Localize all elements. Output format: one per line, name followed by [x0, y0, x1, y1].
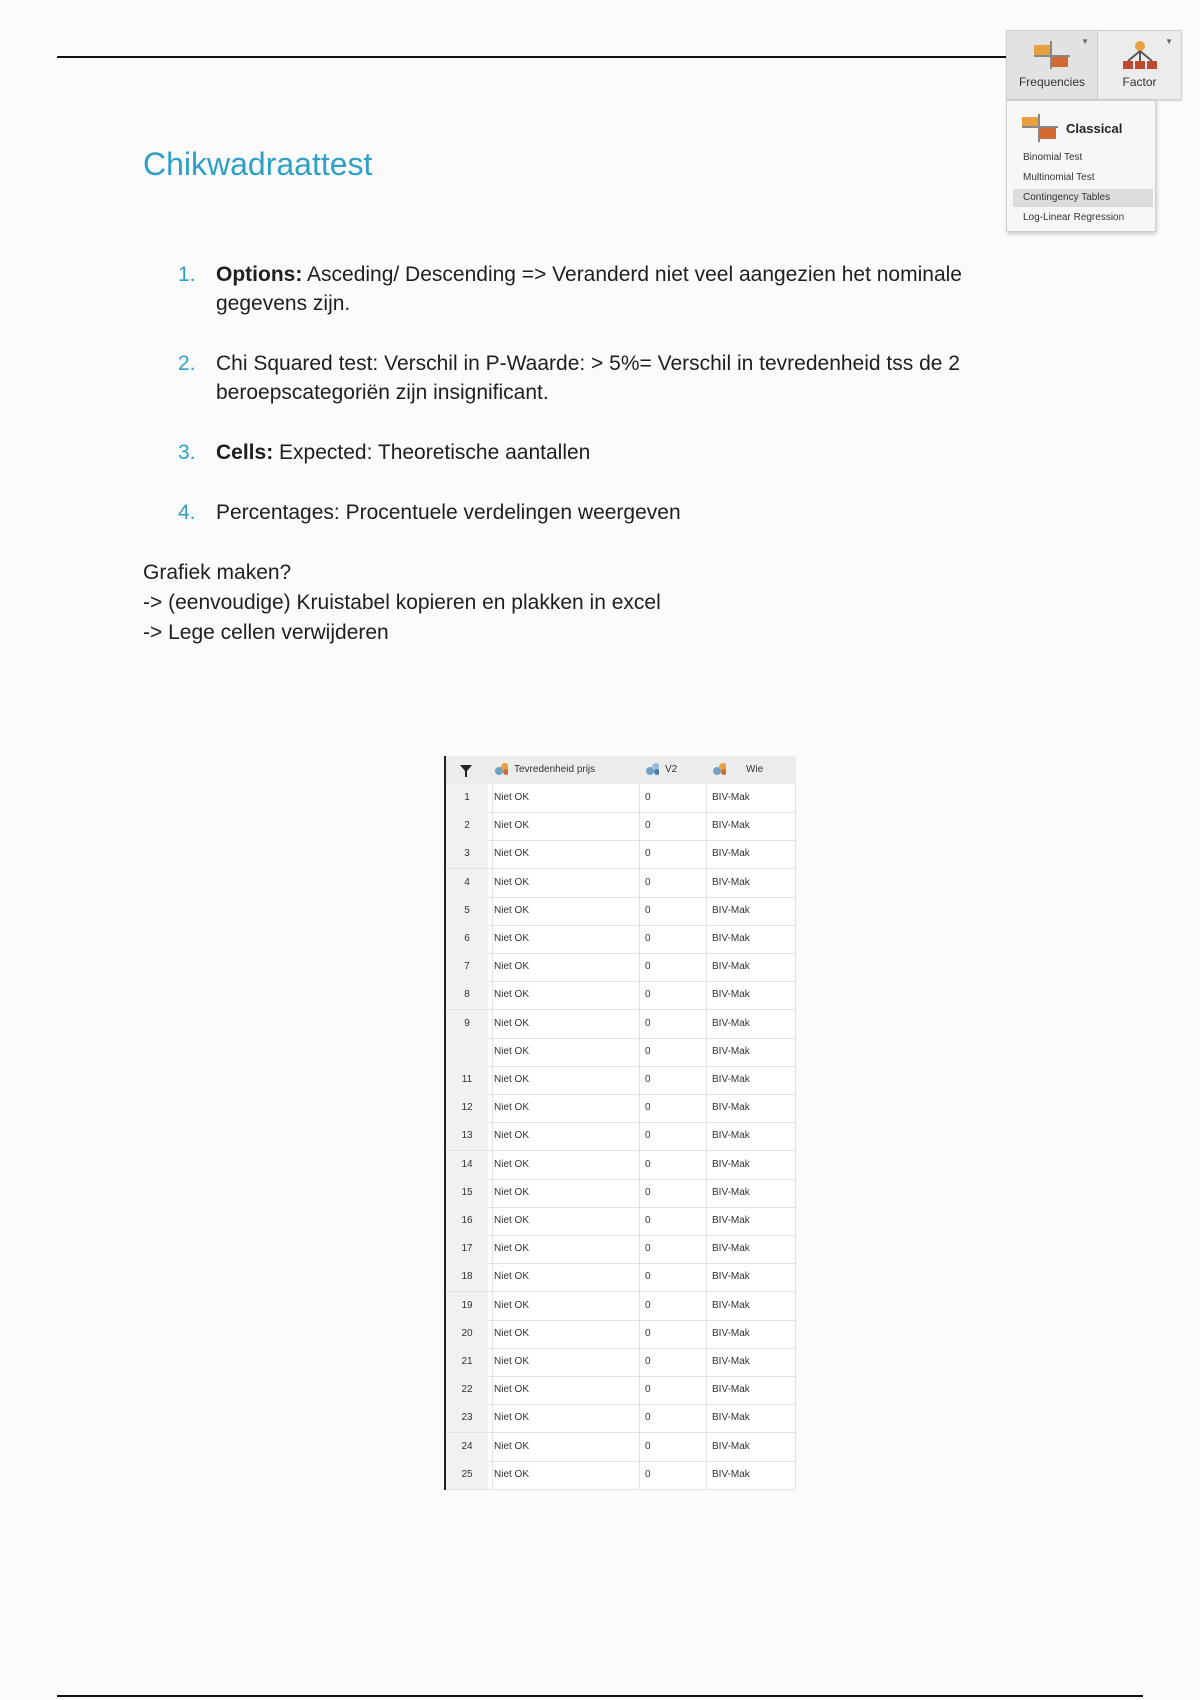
list-text: Expected: Theoretische aantallen	[273, 441, 591, 464]
cell-v2[interactable]: 0	[645, 1468, 651, 1480]
cell-wie[interactable]: BIV-Mak	[712, 961, 750, 973]
row-index: 20	[446, 1320, 488, 1348]
cell-wie[interactable]: BIV-Mak	[712, 989, 750, 1001]
column-header-wie[interactable]	[712, 756, 763, 784]
list-item	[178, 438, 1018, 467]
row-index: 13	[446, 1122, 488, 1150]
cell-tevredenheid-prijs[interactable]: Niet OK	[494, 1356, 530, 1367]
row-index: 16	[446, 1207, 488, 1235]
cell-wie[interactable]: BIV-Mak	[712, 1102, 750, 1114]
cell-wie[interactable]: BIV-Mak	[712, 1356, 750, 1367]
cell-v2[interactable]: 0	[645, 961, 651, 973]
list-bold: Options:	[216, 263, 303, 286]
cell-tevredenheid-prijs[interactable]: Niet OK	[494, 792, 530, 803]
cell-v2[interactable]: 0	[645, 876, 651, 888]
row-index: 8	[446, 981, 488, 1009]
cell-tevredenheid-prijs[interactable]: Niet OK	[494, 1186, 530, 1198]
classical-icon	[1021, 113, 1061, 143]
row-index: 11	[446, 1066, 488, 1094]
table-row[interactable]	[446, 1094, 796, 1123]
row-index: 6	[446, 925, 488, 953]
cell-wie[interactable]: BIV-Mak	[712, 876, 750, 888]
table-row[interactable]	[446, 869, 796, 898]
cell-tevredenheid-prijs[interactable]: Niet OK	[494, 876, 530, 888]
table-row[interactable]	[446, 981, 796, 1010]
cell-v2[interactable]: 0	[645, 1130, 651, 1142]
cell-v2[interactable]: 0	[645, 1384, 651, 1396]
table-row[interactable]	[446, 840, 796, 869]
cell-wie[interactable]: BIV-Mak	[712, 1271, 750, 1283]
cell-v2[interactable]: 0	[645, 989, 651, 1001]
cell-tevredenheid-prijs[interactable]: Niet OK	[494, 961, 530, 973]
list-item	[178, 498, 1018, 527]
note-line: Grafiek maken?	[143, 561, 292, 584]
cell-tevredenheid-prijs[interactable]: Niet OK	[494, 1440, 530, 1452]
cell-tevredenheid-prijs[interactable]: Niet OK	[494, 1327, 530, 1339]
frequencies-label: Frequencies	[1018, 75, 1086, 89]
factor-button[interactable]	[1098, 31, 1181, 99]
cell-v2[interactable]: 0	[645, 820, 651, 832]
cell-wie[interactable]: BIV-Mak	[712, 792, 750, 803]
cell-tevredenheid-prijs[interactable]: Niet OK	[494, 989, 530, 1001]
cell-tevredenheid-prijs[interactable]: Niet OK	[494, 820, 530, 832]
cell-v2[interactable]: 0	[645, 904, 651, 916]
cell-tevredenheid-prijs[interactable]: Niet OK	[494, 1299, 530, 1311]
cell-tevredenheid-prijs[interactable]: Niet OK	[494, 904, 530, 916]
table-row[interactable]	[446, 1066, 796, 1095]
cell-wie[interactable]: BIV-Mak	[712, 933, 750, 944]
cell-v2[interactable]: 0	[645, 848, 651, 860]
table-row[interactable]	[446, 1010, 796, 1039]
cell-tevredenheid-prijs[interactable]: Niet OK	[494, 1045, 530, 1057]
table-row[interactable]	[446, 1461, 796, 1490]
table-row[interactable]	[446, 925, 796, 954]
cell-wie[interactable]: BIV-Mak	[712, 1412, 750, 1424]
menu-item-multinomial-test[interactable]: Multinomial Test	[1023, 172, 1095, 183]
table-header	[446, 756, 796, 784]
row-index: 7	[446, 953, 488, 981]
cell-v2[interactable]: 0	[645, 1271, 651, 1283]
table-row[interactable]	[446, 897, 796, 926]
cell-wie[interactable]: BIV-Mak	[712, 1017, 750, 1029]
table-row[interactable]	[446, 1320, 796, 1349]
row-index: 5	[446, 897, 488, 925]
menu-item-log-linear-regression[interactable]: Log-Linear Regression	[1023, 212, 1125, 223]
row-index: 12	[446, 1094, 488, 1122]
cell-v2[interactable]: 0	[645, 1215, 651, 1226]
cell-tevredenheid-prijs[interactable]: Niet OK	[494, 933, 530, 944]
cell-wie[interactable]: BIV-Mak	[712, 1243, 750, 1255]
cell-tevredenheid-prijs[interactable]: Niet OK	[494, 1384, 530, 1396]
cell-wie[interactable]: BIV-Mak	[712, 904, 750, 916]
list-number: 4.	[178, 501, 196, 524]
cell-tevredenheid-prijs[interactable]: Niet OK	[494, 1243, 530, 1255]
cell-wie[interactable]: BIV-Mak	[712, 848, 750, 860]
cell-wie[interactable]: BIV-Mak	[712, 1327, 750, 1339]
table-row[interactable]	[446, 1235, 796, 1264]
row-index: 21	[446, 1348, 488, 1376]
cell-tevredenheid-prijs[interactable]: Niet OK	[494, 848, 530, 860]
bottom-rule	[57, 1695, 1143, 1697]
table-row[interactable]	[446, 1151, 796, 1180]
cell-wie[interactable]: BIV-Mak	[712, 1130, 750, 1142]
cell-tevredenheid-prijs[interactable]: Niet OK	[494, 1158, 530, 1170]
row-index: 3	[446, 840, 488, 868]
table-row[interactable]	[446, 1433, 796, 1462]
table-row[interactable]	[446, 812, 796, 841]
cell-tevredenheid-prijs[interactable]: Niet OK	[494, 1215, 530, 1226]
cell-wie[interactable]: BIV-Mak	[712, 1158, 750, 1170]
chevron-down-icon: ▼	[1165, 37, 1173, 46]
cell-wie[interactable]: BIV-Mak	[712, 1440, 750, 1452]
menu-item-contingency-tables[interactable]: Contingency Tables	[1013, 189, 1153, 207]
cell-wie[interactable]: BIV-Mak	[712, 1384, 750, 1396]
column-header-v2[interactable]	[645, 756, 677, 784]
filter-icon[interactable]	[460, 756, 472, 784]
dropdown-header	[1021, 113, 1151, 143]
column-header-label: V2	[665, 764, 678, 775]
cell-v2[interactable]: 0	[645, 792, 651, 803]
frequencies-dropdown	[1006, 100, 1156, 232]
row-index: 24	[446, 1433, 488, 1461]
cell-tevredenheid-prijs[interactable]: Niet OK	[494, 1074, 530, 1085]
steps-list	[178, 260, 1018, 558]
cell-v2[interactable]: 0	[645, 1158, 651, 1170]
cell-wie[interactable]: BIV-Mak	[712, 820, 750, 832]
column-header-label: Wie	[746, 764, 764, 775]
cell-wie[interactable]: BIV-Mak	[712, 1215, 750, 1226]
factor-icon	[1120, 39, 1160, 71]
row-index: 14	[446, 1151, 488, 1179]
cell-tevredenheid-prijs[interactable]: Niet OK	[494, 1017, 530, 1029]
nominal-icon	[712, 762, 726, 776]
analysis-toolbar	[1006, 30, 1182, 100]
cell-v2[interactable]: 0	[645, 1017, 651, 1029]
list-item	[178, 260, 1018, 318]
row-index: 9	[446, 1010, 488, 1038]
list-number: 2.	[178, 352, 196, 375]
row-index: 17	[446, 1235, 488, 1263]
note-line: -> Lege cellen verwijderen	[143, 621, 389, 644]
row-index: 22	[446, 1376, 488, 1404]
note-line: -> (eenvoudige) Kruistabel kopieren en plakken in excel	[143, 591, 661, 614]
cell-v2[interactable]: 0	[645, 1102, 651, 1114]
row-index: 18	[446, 1263, 488, 1291]
nominal-icon	[494, 762, 508, 776]
cell-v2[interactable]: 0	[645, 1074, 651, 1085]
column-header-tevredenheid-prijs[interactable]	[494, 756, 595, 784]
column-header-label: Tevredenheid prijs	[514, 764, 596, 775]
cell-tevredenheid-prijs[interactable]: Niet OK	[494, 1130, 530, 1142]
chevron-down-icon: ▼	[1081, 37, 1089, 46]
list-item	[178, 349, 1018, 407]
frequencies-button[interactable]	[1007, 31, 1098, 99]
cell-tevredenheid-prijs[interactable]: Niet OK	[494, 1468, 530, 1480]
table-row[interactable]	[446, 953, 796, 982]
list-text: Asceding/ Descending => Veranderd niet veel aangezien het nominale gegevens zijn.	[216, 263, 962, 315]
cell-v2[interactable]: 0	[645, 1243, 651, 1255]
data-table	[444, 756, 796, 1490]
scale-icon	[645, 762, 659, 776]
cell-v2[interactable]: 0	[645, 933, 651, 944]
row-index	[446, 1038, 488, 1066]
cell-v2[interactable]: 0	[645, 1327, 651, 1339]
cell-wie[interactable]: BIV-Mak	[712, 1186, 750, 1198]
cell-v2[interactable]: 0	[645, 1412, 651, 1424]
table-row[interactable]	[446, 784, 796, 813]
cell-v2[interactable]: 0	[645, 1186, 651, 1198]
cell-tevredenheid-prijs[interactable]: Niet OK	[494, 1412, 530, 1424]
list-text: Chi Squared test: Verschil in P-Waarde: > 5%= Verschil in tevredenheid tss de 2 beroepscategoriën zijn insignificant.	[216, 352, 960, 404]
dropdown-title: Classical	[1066, 121, 1123, 136]
row-index: 23	[446, 1404, 488, 1432]
menu-item-binomial-test[interactable]: Binomial Test	[1023, 152, 1083, 163]
top-rule	[57, 56, 1007, 58]
table-row[interactable]	[446, 1207, 796, 1236]
cell-v2[interactable]: 0	[645, 1045, 651, 1057]
table-row[interactable]	[446, 1179, 796, 1208]
cell-v2[interactable]: 0	[645, 1440, 651, 1452]
list-text: Percentages: Procentuele verdelingen weergeven	[216, 501, 681, 524]
row-index: 1	[446, 784, 488, 812]
row-index: 4	[446, 869, 488, 897]
frequencies-icon	[1032, 39, 1072, 71]
cell-tevredenheid-prijs[interactable]: Niet OK	[494, 1271, 530, 1283]
table-row[interactable]	[446, 1122, 796, 1151]
cell-v2[interactable]: 0	[645, 1299, 651, 1311]
list-number: 3.	[178, 441, 196, 464]
row-index: 2	[446, 812, 488, 840]
table-row[interactable]	[446, 1292, 796, 1321]
cell-v2[interactable]: 0	[645, 1356, 651, 1367]
row-index: 19	[446, 1292, 488, 1320]
factor-label: Factor	[1122, 75, 1157, 89]
table-row[interactable]	[446, 1348, 796, 1377]
table-row[interactable]	[446, 1376, 796, 1405]
list-number: 1.	[178, 263, 196, 286]
cell-wie[interactable]: BIV-Mak	[712, 1299, 750, 1311]
cell-wie[interactable]: BIV-Mak	[712, 1074, 750, 1085]
table-row[interactable]	[446, 1404, 796, 1433]
cell-wie[interactable]: BIV-Mak	[712, 1045, 750, 1057]
row-index: 25	[446, 1461, 488, 1489]
table-row[interactable]	[446, 1263, 796, 1292]
list-bold: Cells:	[216, 441, 274, 464]
cell-tevredenheid-prijs[interactable]: Niet OK	[494, 1102, 530, 1114]
page-title: Chikwadraattest	[143, 146, 373, 182]
cell-wie[interactable]: BIV-Mak	[712, 1468, 750, 1480]
table-row[interactable]	[446, 1038, 796, 1067]
row-index: 15	[446, 1179, 488, 1207]
